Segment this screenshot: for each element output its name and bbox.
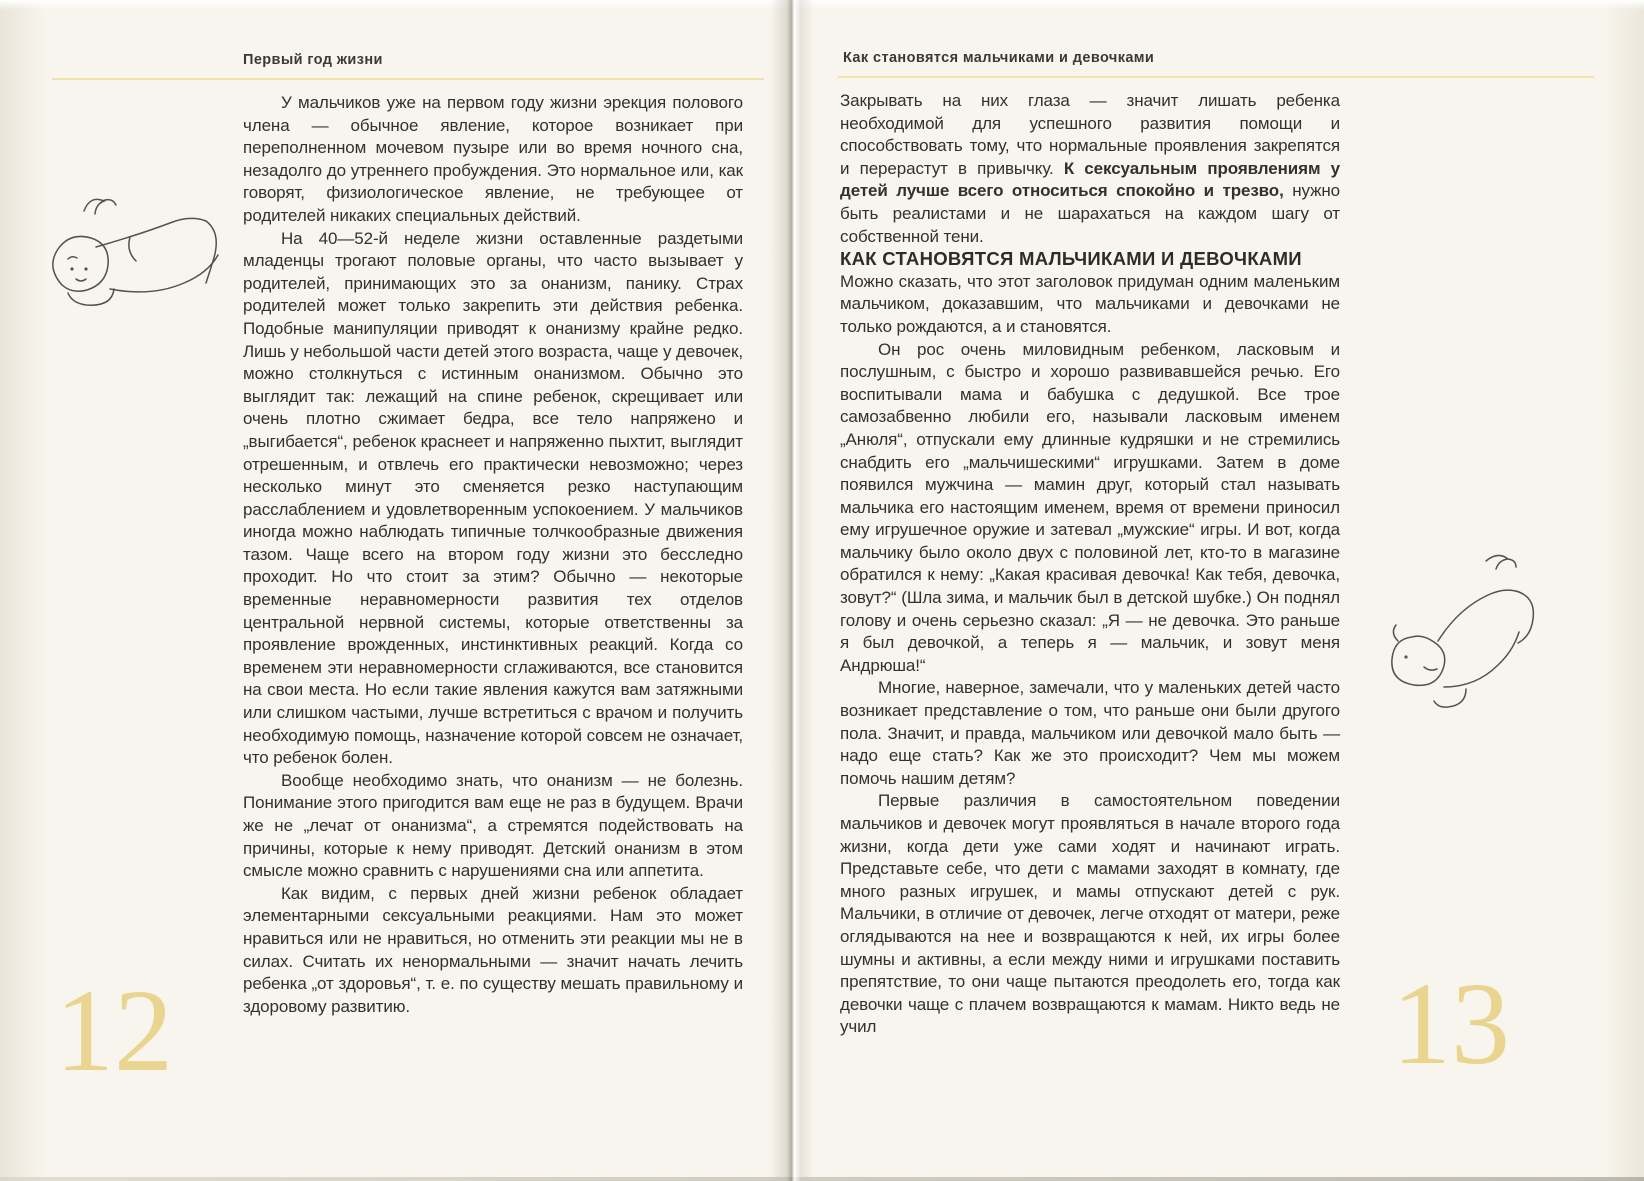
paper-edge-left xyxy=(0,0,46,1181)
header-rule-left xyxy=(52,78,764,80)
intro-bold: К сексуальным проявлениям у детей лучше всего относиться спокойно и трезво, xyxy=(840,158,1340,201)
paper-edge-right xyxy=(1604,0,1644,1181)
paragraph: Как видим, с первых дней жизни ребенок обладает элементарными сексуальными реакциями. Нам это может нравиться или не нравиться, но отменить эти реакции мы не в силах. Считать их ненормальными — значит начать лечить ребенка „от здоровья“, т. е. по существу мешать правильному и здоровому развитию. xyxy=(243,883,743,1016)
paragraph: Можно сказать, что этот заголовок придуман одним маленьким мальчиком, доказавшим, что мальчиками и девочками не только рождаются, а и становятся. xyxy=(840,271,1340,336)
header-rule-right xyxy=(838,76,1594,78)
paragraph: Вообще необходимо знать, что онанизм — не болезнь. Понимание этого пригодится вам еще не раз в будущем. Врачи же не „лечат от онанизма“, а стремятся подействовать на причины, которые к нему приводят. Детский онанизм в этом смысле можно сравнить с нарушениями сна или аппетита. xyxy=(243,770,743,881)
baby-drawing-left xyxy=(22,185,227,380)
paragraph xyxy=(840,90,1340,248)
page-number-right: 13 xyxy=(1392,958,1510,1089)
intro-post: нужно быть реалистами и не шарахаться на каждом шагу от собственной тени. xyxy=(840,181,1340,246)
binding-crease xyxy=(770,0,814,1181)
paragraph: Он рос очень миловидным ребенком, ласковым и послушным, с быстро и хорошо развивавшейся речью. Его воспитывали мама и бабушка с дедушкой. Все трое самозабвенно любили его, называли ласковым именем „Анюля“, отпускали ему длинные кудряшки и не стремились снабдить его „мальчишескими“ игрушками. Затем в доме появился мужчина — мамин друг, который стал называть мальчика его настоящим именем, время от времени приносил ему игрушечное оружие и затевал „мужские“ игры. И вот, когда мальчику было около двух с половиной лет, кто-то в магазине обратился к нему: „Какая красивая девочка! Как тебя, девочка, зовут?“ (Шла зима, и мальчик был в детской шубке.) Он поднял голову и очень серьезно сказал: „Я — не девочка. Это раньше я был девочкой, а теперь я — мальчик, и зовут меня Андрюша!“ xyxy=(840,339,1340,675)
left-page-text xyxy=(243,92,743,1018)
paper-edge-top xyxy=(0,0,1644,10)
paper-edge-bottom xyxy=(0,1177,1644,1181)
baby-drawing-right xyxy=(1368,545,1548,735)
paragraph: На 40—52-й неделе жизни оставленные раздетыми младенцы трогают половые органы, что часто вызывает у родителей, принимающих это за онанизм, панику. Страх родителей может только закрепить эти действия ребенка. Подобные манипуляции приводят к онанизму крайне редко. Лишь у небольшой части детей этого возраста, чаще у девочек, можно столкнуться с истинным онанизмом. Обычно это выглядит так: лежащий на спине ребенок, скрещивает или очень плотно сжимает бедра, все тело напряжено и „выгибается“, ребенок краснеет и напряженно пыхтит, выглядит отрешенным, и отвлечь его практически невозможно; через несколько минут это сменяется резко наступающим расслаблением и удовлетворенным успокоением. У мальчиков иногда можно наблюдать типичные толчкообразные движения тазом. Чаще всего на втором году жизни это бесследно проходит. Но что стоит за этим? Обычно — некоторые временные неравномерности развития тех отделов центральной нервной системы, которые ответственны за проявление врожденных, инстинктивных реакций. Когда со временем эти неравномерности сглаживаются, все становится на свои места. Но если такие явления кажутся вам затяжными или слишком частыми, лучше встретиться с врачом и получить необходимую помощь, назначение которой совсем не означает, что ребенок болен. xyxy=(243,228,743,768)
right-page-text xyxy=(840,90,1340,1039)
section-heading: КАК СТАНОВЯТСЯ МАЛЬЧИКАМИ И ДЕВОЧКАМИ xyxy=(840,248,1302,270)
paragraph: У мальчиков уже на первом году жизни эрекция полового члена — обычное явление, которое возникает при переполненном мочевом пузыре или во время ночного сна, незадолго до утреннего пробуждения. Это нормальное или, как говорят, физиологическое явление, не требующее от родителей никаких специальных действий. xyxy=(243,93,743,225)
running-header-left: Первый год жизни xyxy=(243,52,383,68)
paragraph: Многие, наверное, замечали, что у маленьких детей часто возникает представление о том, что раньше они были другого пола. Значит, и правда, мальчиком или девочкой мало быть — надо еще стать? Как же это происходит? Чем мы можем помочь нашим детям? xyxy=(840,678,1340,788)
intro-pre: Закрывать на них глаза — значит лишать ребенка необходимой для успешного развития помощи и способствовать тому, что нормальные проявления закрепятся и перерастут в привычку. xyxy=(840,91,1340,178)
paragraph: Первые различия в самостоятельном поведении мальчиков и девочек могут проявляться в начале второго года жизни, когда дети уже сами ходят и начинают играть. Представьте себе, что дети с мамами заходят в комнату, где много разных игрушек, и мамы отпускают детей с рук. Мальчики, в отличие от девочек, легче отходят от матери, реже оглядываются на нее и возвращаются к ней, их игры более шумны и активны, а если между ними и игрушками поставить препятствие, то они чаще пытаются преодолеть его, тогда как девочки чаще с плачем возвращаются к мамам. Никто ведь не учил xyxy=(840,791,1340,1037)
running-header-right: Как становятся мальчиками и девочками xyxy=(843,50,1155,66)
page-number-left: 12 xyxy=(55,965,173,1096)
